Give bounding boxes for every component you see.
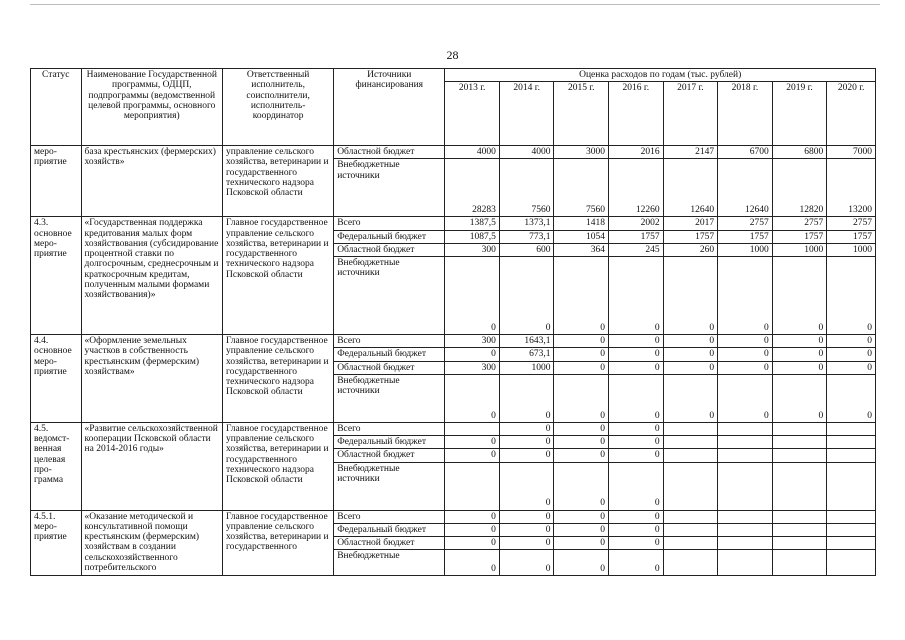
- year-value: 300: [445, 243, 500, 256]
- year-value: [663, 510, 718, 523]
- group-responsible: Главное государственное управление сельского хозяйства, ветеринарии и государственного: [223, 510, 334, 576]
- year-value: [827, 550, 876, 576]
- year-value: 1643,1: [499, 335, 554, 348]
- year-value: 0: [663, 348, 718, 361]
- year-value: 1000: [827, 243, 876, 256]
- year-value: 0: [499, 523, 554, 536]
- funding-source: Всего: [334, 217, 445, 230]
- year-value: 2757: [718, 217, 773, 230]
- table-body: [31, 146, 876, 576]
- table-row: [31, 335, 876, 348]
- year-value: 0: [499, 537, 554, 550]
- year-value: 0: [445, 550, 500, 576]
- funding-source: Внебюджетные источники: [334, 374, 445, 422]
- year-value: 2757: [772, 217, 827, 230]
- year-value: 2016: [609, 146, 664, 159]
- year-value: 3000: [554, 146, 609, 159]
- year-value: [718, 436, 773, 449]
- year-value: 0: [554, 422, 609, 435]
- funding-source: Внебюджетные: [334, 550, 445, 576]
- year-value: 0: [609, 510, 664, 523]
- year-value: 0: [445, 537, 500, 550]
- year-value: 0: [772, 335, 827, 348]
- year-value: 2017: [663, 217, 718, 230]
- year-value: 0: [499, 462, 554, 510]
- header-responsible: Ответственный исполнитель, соисполнители, исполнитель-координатор: [223, 69, 334, 146]
- year-value: 4000: [445, 146, 500, 159]
- year-value: 2002: [609, 217, 664, 230]
- year-value: [663, 449, 718, 462]
- year-value: 0: [445, 348, 500, 361]
- header-year: 2020 г.: [827, 82, 876, 146]
- year-value: [827, 462, 876, 510]
- page-number: 28: [446, 48, 459, 62]
- funding-source: Всего: [334, 335, 445, 348]
- header-year: 2014 г.: [499, 82, 554, 146]
- group-responsible: Главное государственное управление сельского хозяйства, ветеринарии и государственного технического надзора Псковской области: [223, 422, 334, 510]
- table-row: [31, 510, 876, 523]
- year-value: 12820: [772, 159, 827, 217]
- year-value: 0: [609, 361, 664, 374]
- year-value: 0: [609, 436, 664, 449]
- year-value: 7560: [554, 159, 609, 217]
- funding-source: Всего: [334, 422, 445, 435]
- year-value: 0: [554, 523, 609, 536]
- year-value: 300: [445, 335, 500, 348]
- header-year: 2017 г.: [663, 82, 718, 146]
- year-value: 0: [827, 361, 876, 374]
- year-value: [772, 510, 827, 523]
- year-value: 28283: [445, 159, 500, 217]
- year-value: [827, 436, 876, 449]
- year-value: 0: [499, 550, 554, 576]
- year-value: 0: [827, 335, 876, 348]
- year-value: 0: [827, 257, 876, 335]
- year-value: 1418: [554, 217, 609, 230]
- year-value: 1373,1: [499, 217, 554, 230]
- year-value: [718, 422, 773, 435]
- year-value: 0: [499, 436, 554, 449]
- year-value: [718, 449, 773, 462]
- year-value: 0: [718, 361, 773, 374]
- year-value: [772, 550, 827, 576]
- header-name: Наименование Государственной программы, ОДЦП, подпрограммы (ведомственной целевой программы, основного мероприятия): [81, 69, 222, 146]
- group-status: 4.3. основное меро-приятие: [31, 217, 82, 335]
- year-value: 1757: [827, 230, 876, 243]
- year-value: 0: [499, 422, 554, 435]
- year-value: [827, 422, 876, 435]
- year-value: 0: [772, 257, 827, 335]
- expenditure-table: [30, 68, 876, 576]
- year-value: [827, 510, 876, 523]
- year-value: 0: [772, 348, 827, 361]
- year-value: 0: [445, 523, 500, 536]
- group-status: 4.5. ведомст-венная целевая про-грамма: [31, 422, 82, 510]
- year-value: 6700: [718, 146, 773, 159]
- header-year: 2015 г.: [554, 82, 609, 146]
- year-value: [772, 462, 827, 510]
- header-estimate: Оценка расходов по годам (тыс. рублей): [445, 69, 876, 82]
- year-value: 364: [554, 243, 609, 256]
- year-value: 1000: [718, 243, 773, 256]
- year-value: 0: [445, 436, 500, 449]
- year-value: 0: [554, 436, 609, 449]
- funding-source: Областной бюджет: [334, 449, 445, 462]
- year-value: 0: [554, 510, 609, 523]
- year-value: 0: [663, 257, 718, 335]
- header-year: 2016 г.: [609, 82, 664, 146]
- year-value: 260: [663, 243, 718, 256]
- year-value: 0: [554, 348, 609, 361]
- year-value: 773,1: [499, 230, 554, 243]
- group-responsible: Главное государственное управление сельского хозяйства, ветеринарии и государственного технического надзора Псковской области: [223, 217, 334, 335]
- year-value: 0: [827, 348, 876, 361]
- year-value: 0: [554, 335, 609, 348]
- year-value: [718, 510, 773, 523]
- funding-source: Федеральный бюджет: [334, 436, 445, 449]
- year-value: 1087,5: [445, 230, 500, 243]
- year-value: [718, 523, 773, 536]
- year-value: [663, 537, 718, 550]
- year-value: 1757: [718, 230, 773, 243]
- group-name: «Государственная поддержка кредитования малых форм хозяйствования (субсидирование процентной ставки по долгосрочным, среднесрочным и краткосрочным кредитам, полученным малыми формами хозяйствования)»: [81, 217, 222, 335]
- group-status: 4.4. основное меро-приятие: [31, 335, 82, 423]
- year-value: 300: [445, 361, 500, 374]
- year-value: 0: [445, 374, 500, 422]
- year-value: 0: [554, 374, 609, 422]
- table-row: [31, 217, 876, 230]
- year-value: 0: [499, 449, 554, 462]
- year-value: [772, 523, 827, 536]
- funding-source: Всего: [334, 510, 445, 523]
- year-value: 1387,5: [445, 217, 500, 230]
- year-value: 0: [663, 335, 718, 348]
- group-status: 4.5.1. меро-приятие: [31, 510, 82, 576]
- year-value: 0: [609, 537, 664, 550]
- header-status: Статус: [31, 69, 82, 146]
- year-value: 673,1: [499, 348, 554, 361]
- year-value: 0: [609, 335, 664, 348]
- year-value: [445, 462, 500, 510]
- year-value: 0: [609, 523, 664, 536]
- funding-source: Областной бюджет: [334, 361, 445, 374]
- header-year: 2019 г.: [772, 82, 827, 146]
- year-value: 0: [718, 348, 773, 361]
- year-value: 0: [554, 361, 609, 374]
- year-value: 1757: [772, 230, 827, 243]
- funding-source: Федеральный бюджет: [334, 523, 445, 536]
- year-value: [663, 550, 718, 576]
- scan-edge-line: [30, 4, 880, 5]
- year-value: 0: [718, 374, 773, 422]
- year-value: [827, 449, 876, 462]
- year-value: 1054: [554, 230, 609, 243]
- group-name: «Оказание методической и консультативной помощи крестьянским (фермерским) хозяйствам в создании сельскохозяйственного потребительского: [81, 510, 222, 576]
- year-value: 2757: [827, 217, 876, 230]
- year-value: 0: [609, 374, 664, 422]
- year-value: [718, 537, 773, 550]
- year-value: 0: [772, 374, 827, 422]
- year-value: 0: [609, 422, 664, 435]
- year-value: 0: [499, 374, 554, 422]
- table-row: [31, 422, 876, 435]
- year-value: [663, 523, 718, 536]
- year-value: 0: [772, 361, 827, 374]
- year-value: 12640: [718, 159, 773, 217]
- year-value: 6800: [772, 146, 827, 159]
- group-name: «Развитие сельскохозяйственной кооперации Псковской области на 2014-2016 годы»: [81, 422, 222, 510]
- year-value: 0: [554, 462, 609, 510]
- year-value: 0: [609, 257, 664, 335]
- year-value: 0: [663, 361, 718, 374]
- year-value: 0: [609, 348, 664, 361]
- year-value: 0: [718, 335, 773, 348]
- year-value: [445, 422, 500, 435]
- year-value: [772, 436, 827, 449]
- year-value: 0: [554, 537, 609, 550]
- year-value: 0: [554, 449, 609, 462]
- funding-source: Областной бюджет: [334, 537, 445, 550]
- year-value: 0: [554, 257, 609, 335]
- year-value: 0: [609, 550, 664, 576]
- group-responsible: управление сельского хозяйства, ветеринарии и государственного технического надзора Псковской области: [223, 146, 334, 217]
- year-value: [772, 537, 827, 550]
- year-value: 4000: [499, 146, 554, 159]
- funding-source: Внебюджетные источники: [334, 257, 445, 335]
- year-value: [663, 462, 718, 510]
- header-year: 2013 г.: [445, 82, 500, 146]
- year-value: 1757: [663, 230, 718, 243]
- year-value: [663, 436, 718, 449]
- funding-source: Областной бюджет: [334, 243, 445, 256]
- year-value: 7000: [827, 146, 876, 159]
- year-value: 1000: [499, 361, 554, 374]
- header-sources: Источники финансирования: [334, 69, 445, 146]
- year-value: [827, 537, 876, 550]
- year-value: 245: [609, 243, 664, 256]
- year-value: 12640: [663, 159, 718, 217]
- year-value: 7560: [499, 159, 554, 217]
- year-value: 0: [445, 449, 500, 462]
- group-responsible: Главное государственное управление сельского хозяйства, ветеринарии и государственного технического надзора Псковской области: [223, 335, 334, 423]
- year-value: 0: [499, 257, 554, 335]
- year-value: 1757: [609, 230, 664, 243]
- year-value: 0: [827, 374, 876, 422]
- year-value: [663, 422, 718, 435]
- year-value: [827, 523, 876, 536]
- year-value: [772, 422, 827, 435]
- table-row: [31, 146, 876, 159]
- header-year: 2018 г.: [718, 82, 773, 146]
- group-status: меро-приятие: [31, 146, 82, 217]
- year-value: 0: [554, 550, 609, 576]
- funding-source: Внебюджетные источники: [334, 462, 445, 510]
- header-row: [31, 69, 876, 82]
- funding-source: Областной бюджет: [334, 146, 445, 159]
- group-name: база крестьянских (фермерских) хозяйств»: [81, 146, 222, 217]
- year-value: 0: [718, 257, 773, 335]
- year-value: 0: [609, 462, 664, 510]
- funding-source: Федеральный бюджет: [334, 348, 445, 361]
- year-value: 0: [609, 449, 664, 462]
- year-value: 12260: [609, 159, 664, 217]
- year-value: 0: [445, 510, 500, 523]
- year-value: 600: [499, 243, 554, 256]
- year-value: 1000: [772, 243, 827, 256]
- year-value: 0: [499, 510, 554, 523]
- year-value: 2147: [663, 146, 718, 159]
- funding-source: Федеральный бюджет: [334, 230, 445, 243]
- year-value: 0: [445, 257, 500, 335]
- year-value: [772, 449, 827, 462]
- year-value: 13200: [827, 159, 876, 217]
- group-name: «Оформление земельных участков в собственность крестьянским (фермерским) хозяйствам»: [81, 335, 222, 423]
- funding-source: Внебюджетные источники: [334, 159, 445, 217]
- year-value: 0: [663, 374, 718, 422]
- year-value: [718, 550, 773, 576]
- year-value: [718, 462, 773, 510]
